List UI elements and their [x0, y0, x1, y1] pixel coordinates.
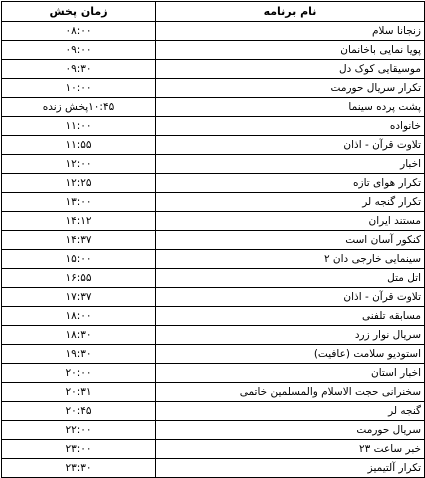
table-row [2, 364, 425, 383]
table-row [2, 440, 425, 459]
program-name-cell: سخنرانی حجت الاسلام والمسلمین خاتمی [156, 383, 425, 402]
program-name-cell: تکرار آلتیمیز [156, 459, 425, 478]
table-row [2, 307, 425, 326]
program-name-cell: مسابقه تلفنی [156, 307, 425, 326]
program-name-cell: اخبار استان [156, 364, 425, 383]
table-row [2, 155, 425, 174]
table-row [2, 421, 425, 440]
broadcast-time-cell: ۲۳:۰۰ [2, 440, 156, 459]
program-name-cell: اتل متل [156, 269, 425, 288]
table-row [2, 79, 425, 98]
program-name-cell: تلاوت قرآن - اذان [156, 136, 425, 155]
broadcast-time-cell: ۱۲:۰۰ [2, 155, 156, 174]
broadcast-time-cell: ۱۲:۲۵ [2, 174, 156, 193]
schedule-document [0, 1, 425, 478]
broadcast-time-cell: ۱۹:۳۰ [2, 345, 156, 364]
program-name-cell: کنکور آسان است [156, 231, 425, 250]
program-name-cell: سینمایی خارجی دان ۲ [156, 250, 425, 269]
program-name-cell: زنجانا سلام [156, 22, 425, 41]
broadcast-time-cell: ۲۳:۳۰ [2, 459, 156, 478]
program-name-cell: اخبار [156, 155, 425, 174]
broadcast-schedule-table [1, 1, 425, 478]
program-name-cell: تلاوت قرآن - اذان [156, 288, 425, 307]
broadcast-time-cell: ۰۹:۰۰ [2, 41, 156, 60]
table-row [2, 288, 425, 307]
table-row [2, 136, 425, 155]
table-row [2, 117, 425, 136]
table-row [2, 269, 425, 288]
program-name-cell: پشت پرده سینما [156, 98, 425, 117]
program-name-cell: پویا نمایی باخانمان [156, 41, 425, 60]
broadcast-time-cell: ۱۸:۳۰ [2, 326, 156, 345]
broadcast-time-cell: ۲۰:۰۰ [2, 364, 156, 383]
broadcast-time-cell: ۱۴:۳۷ [2, 231, 156, 250]
table-row [2, 22, 425, 41]
schedule-body [2, 22, 425, 478]
broadcast-time-cell: ۱۰:۰۰ [2, 79, 156, 98]
broadcast-time-cell: ۱۷:۳۷ [2, 288, 156, 307]
program-name-cell: سریال نوار زرد [156, 326, 425, 345]
program-name-cell: تکرار گنجه لر [156, 193, 425, 212]
header-program-name: نام برنامه [156, 2, 425, 22]
broadcast-time-cell: ۱۶:۵۵ [2, 269, 156, 288]
broadcast-time-cell: ۱۴:۱۲ [2, 212, 156, 231]
broadcast-time-cell: ۱۳:۰۰ [2, 193, 156, 212]
program-name-cell: استودیو سلامت (عافیت) [156, 345, 425, 364]
table-row [2, 402, 425, 421]
broadcast-time-cell: ۱۵:۰۰ [2, 250, 156, 269]
table-row [2, 174, 425, 193]
broadcast-time-cell: ۱۱:۰۰ [2, 117, 156, 136]
broadcast-time-cell: ۱۰:۴۵پخش زنده [2, 98, 156, 117]
table-row [2, 60, 425, 79]
table-row [2, 193, 425, 212]
program-name-cell: مستند ایران [156, 212, 425, 231]
table-row [2, 326, 425, 345]
program-name-cell: تکرار هوای تازه [156, 174, 425, 193]
table-row [2, 98, 425, 117]
table-header-row [2, 2, 425, 22]
broadcast-time-cell: ۰۹:۳۰ [2, 60, 156, 79]
table-row [2, 383, 425, 402]
broadcast-time-cell: ۲۲:۰۰ [2, 421, 156, 440]
broadcast-time-cell: ۱۸:۰۰ [2, 307, 156, 326]
program-name-cell: گنجه لر [156, 402, 425, 421]
broadcast-time-cell: ۰۸:۰۰ [2, 22, 156, 41]
table-row [2, 345, 425, 364]
program-name-cell: موسیقایی کوک دل [156, 60, 425, 79]
table-row [2, 212, 425, 231]
table-row [2, 250, 425, 269]
table-row [2, 41, 425, 60]
header-broadcast-time: زمان پخش [2, 2, 156, 22]
broadcast-time-cell: ۲۰:۴۵ [2, 402, 156, 421]
table-row [2, 231, 425, 250]
table-row [2, 459, 425, 478]
broadcast-time-cell: ۱۱:۵۵ [2, 136, 156, 155]
broadcast-time-cell: ۲۰:۳۱ [2, 383, 156, 402]
program-name-cell: تکرار سریال حورمت [156, 79, 425, 98]
program-name-cell: سریال حورمت [156, 421, 425, 440]
program-name-cell: خانواده [156, 117, 425, 136]
program-name-cell: خبر ساعت ۲۳ [156, 440, 425, 459]
